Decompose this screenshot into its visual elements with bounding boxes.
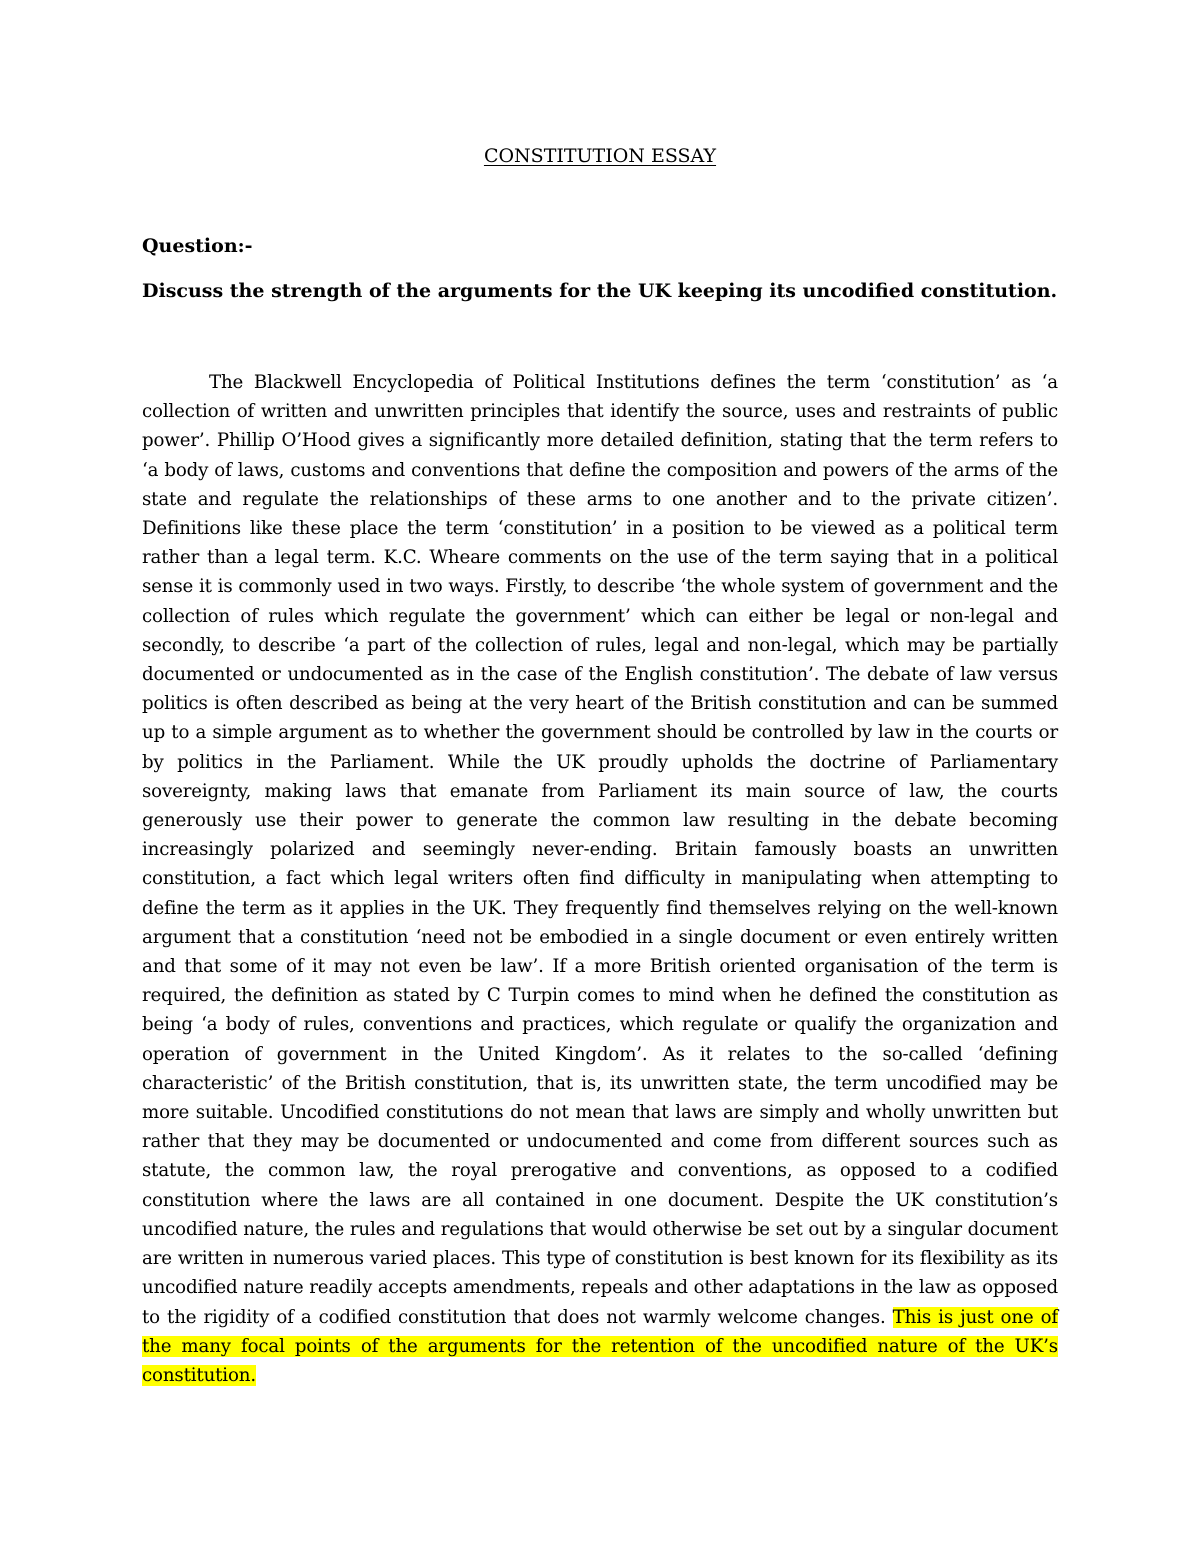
question-label: Question:- <box>142 235 253 257</box>
essay-body-text: The Blackwell Encyclopedia of Political Institutions defines the term ‘constitution’ as ‘a collection of written and unwritten principles that identify the source, uses and restraints of public power’. Phillip O’Hood gives a significantly more detailed definition, stating that the term refers to ‘a body of laws, customs and conventions that define the composition and powers of the arms of the state and regulate the relationships of these arms to one another and to the private citizen’. Definitions like these place the term ‘constitution’ in a position to be viewed as a political term rather than a legal term. K.C. Wheare comments on the use of the term saying that in a political sense it is commonly used in two ways. Firstly, to describe ‘the whole system of government and the collection of rules which regulate the government’ which can either be legal or non-legal and secondly, to describe ‘a part of the collection of rules, legal and non-legal, which may be partially documented or undocumented as in the case of the English constitution’. The debate of law versus politics is often described as being at the very heart of the British constitution and can be summed up to a simple argument as to whether the government should be controlled by law in the courts or by politics in the Parliament. While the UK proudly upholds the doctrine of Parliamentary sovereignty, making laws that emanate from Parliament its main source of law, the courts generously use their power to generate the common law resulting in the debate becoming increasingly polarized and seemingly never-ending. Britain famously boasts an unwritten constitution, a fact which legal writers often find difficulty in manipulating when attempting to define the term as it applies in the UK. They frequently find themselves relying on the well-known argument that a constitution ‘need not be embodied in a single document or even entirely written and that some of it may not even be law’. If a more British oriented organisation of the term is required, the definition as stated by C Turpin comes to mind when he defined the constitution as being ‘a body of rules, conventions and practices, which regulate or qualify the organization and operation of government in the United Kingdom’. As it relates to the so-called ‘defining characteristic’ of the British constitution, that is, its unwritten state, the term uncodified may be more suitable. Uncodified constitutions do not mean that laws are simply and wholly unwritten but rather that they may be documented or undocumented and come from different sources such as statute, the common law, the royal prerogative and conventions, as opposed to a codified constitution where the laws are all contained in one document. Despite the UK constitution’s uncodified nature, the rules and regulations that would otherwise be set out by a singular document are written in numerous varied places. This type of constitution is best known for its flexibility as its uncodified nature readily accepts amendments, repeals and other adaptations in the law as opposed to the rigidity of a codified constitution that does not warmly welcome changes. <box>142 372 1058 1328</box>
highlighted-sentence: This is just one of the many focal points of the arguments for the retention of the uncodified nature of the UK’s constitution. <box>142 1306 1058 1386</box>
essay-paragraph <box>142 368 1058 1390</box>
document-title: CONSTITUTION ESSAY <box>483 145 717 167</box>
question-text: Discuss the strength of the arguments for the UK keeping its uncodified constitution. <box>142 280 1058 302</box>
